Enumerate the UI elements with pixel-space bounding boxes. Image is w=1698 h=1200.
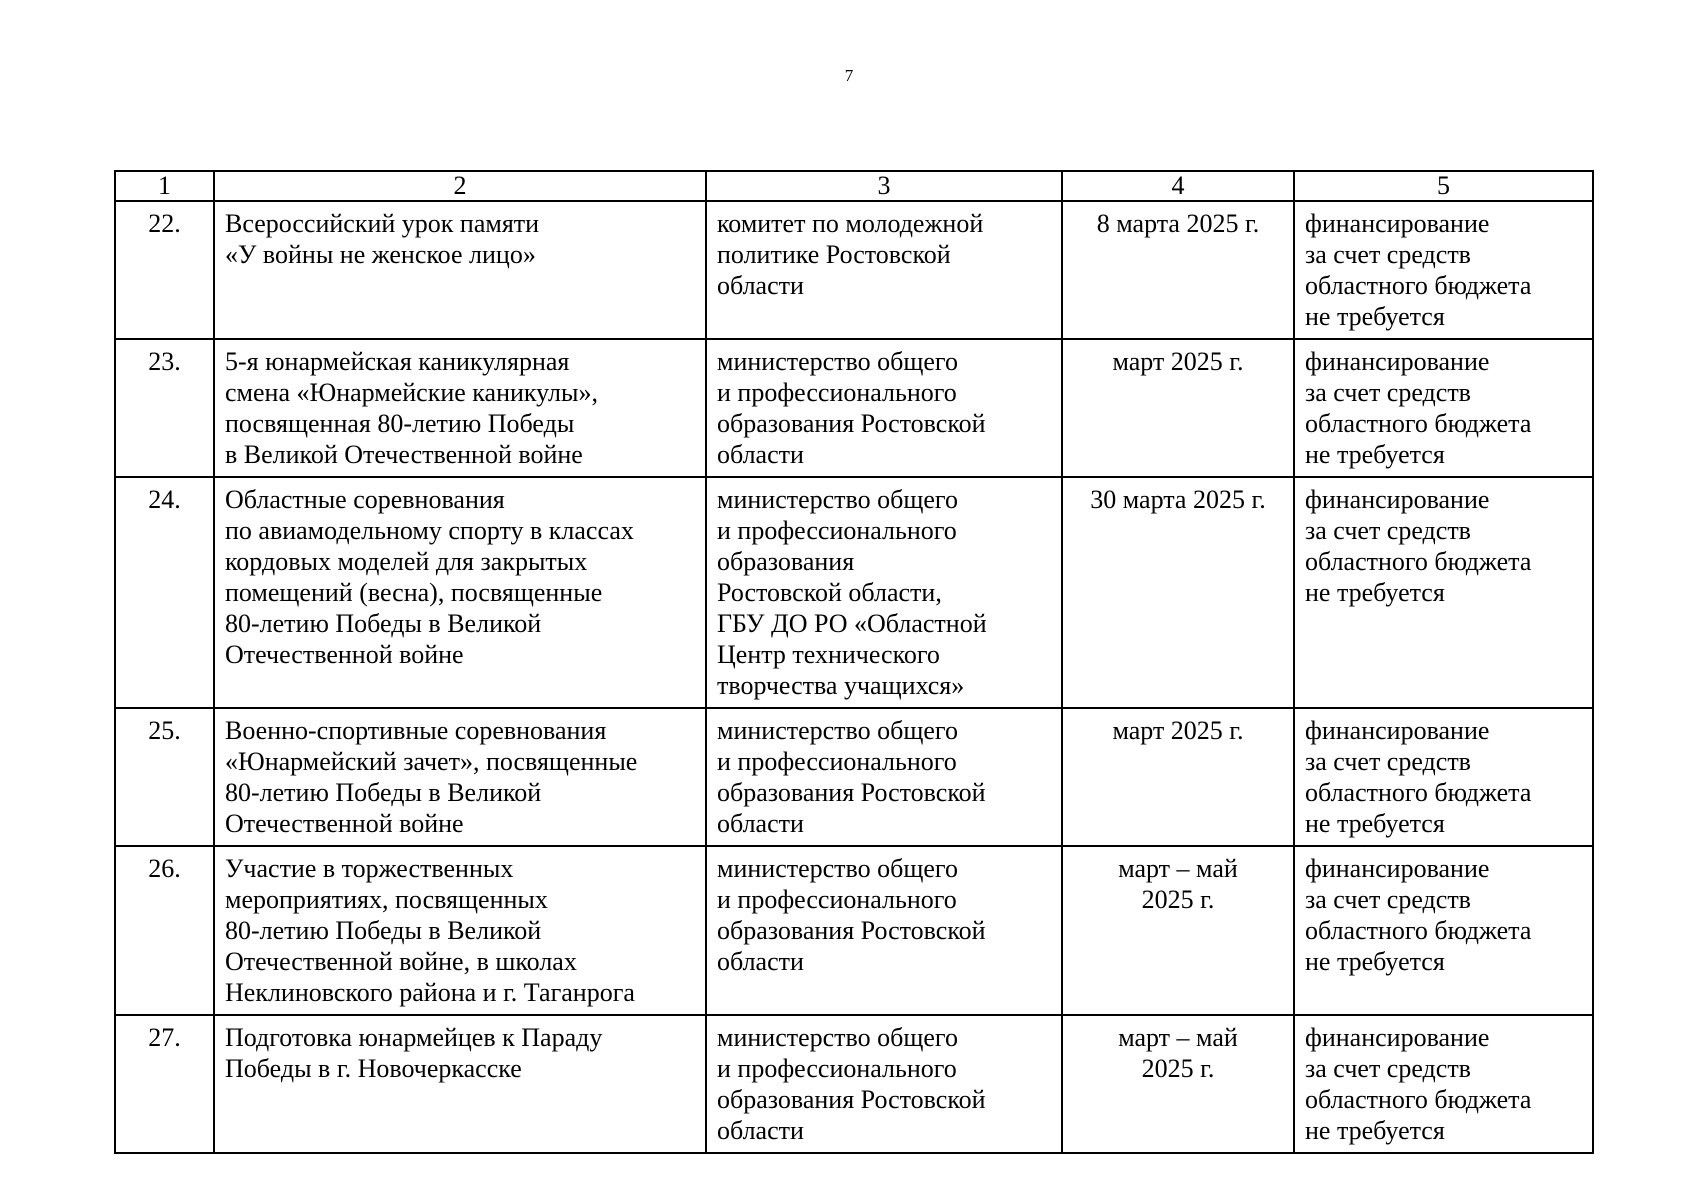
funding-note: финансирование за счет средств областного бюджета не требуется: [1294, 1015, 1593, 1153]
page-number: 7: [844, 66, 854, 85]
event-name: 5-я юнармейская каникулярная смена «Юнармейские каникулы», посвященная 80-летию Победы в Великой Отечественной войне: [214, 339, 706, 477]
event-date: 30 марта 2025 г.: [1062, 477, 1294, 708]
event-name: Военно-спортивные соревнования «Юнармейский зачет», посвященные 80-летию Победы в Великой Отечественной войне: [214, 708, 706, 846]
table-row: [115, 708, 1593, 846]
table-row: [115, 846, 1593, 1015]
event-name: Подготовка юнармейцев к Параду Победы в г. Новочеркасске: [214, 1015, 706, 1153]
row-number: 24.: [115, 477, 214, 708]
column-header-4: 4: [1062, 171, 1294, 201]
funding-note: финансирование за счет средств областного бюджета не требуется: [1294, 339, 1593, 477]
event-name: Всероссийский урок памяти «У войны не женское лицо»: [214, 201, 706, 339]
responsible-party: министерство общего и профессионального образования Ростовской области: [706, 339, 1062, 477]
row-number: 26.: [115, 846, 214, 1015]
event-date: март 2025 г.: [1062, 339, 1294, 477]
event-date: 8 марта 2025 г.: [1062, 201, 1294, 339]
column-header-1: 1: [115, 171, 214, 201]
events-table: [114, 170, 1594, 1154]
event-date: март – май 2025 г.: [1062, 1015, 1294, 1153]
event-name: Участие в торжественных мероприятиях, посвященных 80-летию Победы в Великой Отечественной войне, в школах Неклиновского района и г. Таганрога: [214, 846, 706, 1015]
row-number: 27.: [115, 1015, 214, 1153]
responsible-party: министерство общего и профессионального образования Ростовской области: [706, 846, 1062, 1015]
funding-note: финансирование за счет средств областного бюджета не требуется: [1294, 708, 1593, 846]
table-row: [115, 339, 1593, 477]
row-number: 25.: [115, 708, 214, 846]
funding-note: финансирование за счет средств областного бюджета не требуется: [1294, 201, 1593, 339]
responsible-party: министерство общего и профессионального образования Ростовской области, ГБУ ДО РО «Областной Центр технического творчества учащихся»: [706, 477, 1062, 708]
table-row: [115, 1015, 1593, 1153]
responsible-party: министерство общего и профессионального образования Ростовской области: [706, 1015, 1062, 1153]
row-number: 23.: [115, 339, 214, 477]
responsible-party: комитет по молодежной политике Ростовской области: [706, 201, 1062, 339]
column-header-2: 2: [214, 171, 706, 201]
row-number: 22.: [115, 201, 214, 339]
table-header-row: [115, 171, 1593, 201]
table-row: [115, 201, 1593, 339]
event-date: март 2025 г.: [1062, 708, 1294, 846]
responsible-party: министерство общего и профессионального образования Ростовской области: [706, 708, 1062, 846]
funding-note: финансирование за счет средств областного бюджета не требуется: [1294, 477, 1593, 708]
funding-note: финансирование за счет средств областного бюджета не требуется: [1294, 846, 1593, 1015]
column-header-3: 3: [706, 171, 1062, 201]
event-date: март – май 2025 г.: [1062, 846, 1294, 1015]
table-row: [115, 477, 1593, 708]
event-name: Областные соревнования по авиамодельному спорту в классах кордовых моделей для закрытых помещений (весна), посвященные 80-летию Победы в Великой Отечественной войне: [214, 477, 706, 708]
column-header-5: 5: [1294, 171, 1593, 201]
